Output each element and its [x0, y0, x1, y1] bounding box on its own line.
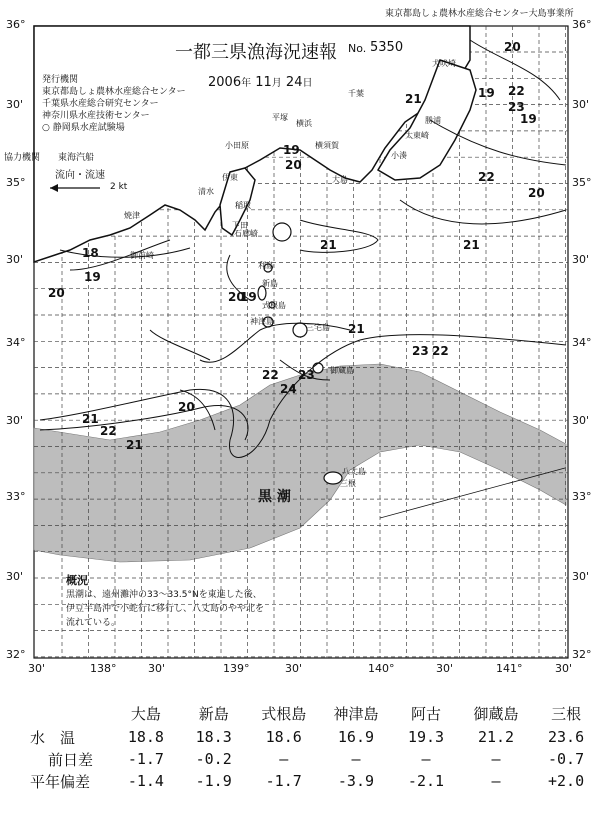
note-heading: 概況 [66, 574, 88, 587]
station-name: 三根 [551, 704, 582, 723]
longitude-label: 30' [28, 662, 46, 675]
longitude-label: 139° [223, 662, 250, 675]
observation-table [0, 700, 600, 792]
isotherm-label: 18 [82, 246, 99, 260]
isotherm-label: 20 [285, 158, 302, 172]
isotherm-label: 21 [405, 92, 422, 106]
cell: 18.3 [195, 728, 232, 746]
cell: — [491, 750, 501, 768]
cell: 16.9 [337, 728, 375, 746]
place-name: 焼津 [124, 211, 140, 220]
isotherm-label: 23 [298, 368, 315, 382]
current-label: 流向・流速 [55, 170, 105, 181]
isotherm-label: 19 [240, 290, 257, 304]
longitude-label: 30' [148, 662, 166, 675]
isotherm-label: 19 [84, 270, 101, 284]
place-name: 横浜 [296, 119, 312, 128]
cell: 19.3 [407, 728, 445, 746]
row-label: 前日差 [48, 750, 94, 769]
place-name: 小田原 [225, 141, 249, 150]
cell: 18.8 [127, 728, 164, 746]
latitude-label: 36° [6, 18, 26, 31]
longitude-label: 140° [368, 662, 395, 675]
row-label: 平年偏差 [30, 772, 91, 791]
isotherm-label: 19 [478, 86, 495, 100]
place-name: 勝浦 [425, 116, 441, 125]
latitude-label: 30' [6, 98, 24, 111]
cell: -0.2 [195, 750, 232, 768]
station-name: 式根島 [261, 704, 307, 723]
latitude-label: 30' [572, 414, 590, 427]
station-name: 御蔵島 [473, 704, 519, 723]
issuers-block [42, 74, 186, 134]
place-name: 千葉 [348, 89, 364, 98]
table-row [0, 770, 600, 792]
isotherm-label: 20 [228, 290, 245, 304]
isotherm-label: 22 [478, 170, 495, 184]
station-name: 大島 [130, 704, 161, 723]
place-name: 平塚 [272, 113, 288, 122]
island-miyakejima [293, 323, 307, 337]
isotherm-label: 21 [126, 438, 143, 452]
note-line: 流れている。 [66, 618, 121, 628]
place-name: 小湊 [391, 151, 407, 160]
cell: -1.7 [127, 750, 164, 768]
place-name: 新島 [262, 279, 278, 288]
place-name: 三根 [340, 479, 356, 488]
isotherm-label: 20 [48, 286, 65, 300]
longitude-label: 30' [285, 662, 303, 675]
issue-no-label: No. [348, 42, 367, 55]
table-row [0, 748, 600, 770]
cell: -1.4 [127, 772, 164, 790]
coop-name: 東海汽船 [58, 153, 95, 163]
note-line: 黒潮は、遠州灘沖の33〜33.5°Nを東進した後、 [66, 590, 262, 600]
issuer-line: 千葉県水産総合研究センター [42, 99, 159, 109]
latitude-label: 30' [572, 253, 590, 266]
cell: -2.1 [407, 772, 445, 790]
isotherm-label: 23 [412, 344, 429, 358]
coop-heading: 協力機関 [4, 153, 41, 163]
latitude-label: 36° [572, 18, 592, 31]
place-name: 三宅島 [306, 323, 330, 332]
issuer-line: 東京都島しょ農林水産総合センター [42, 87, 186, 97]
isotherm-label: 21 [82, 412, 99, 426]
row-label: 水 温 [30, 728, 76, 747]
place-name: 大島 [332, 175, 348, 184]
isotherm-label: 22 [508, 84, 525, 98]
place-name: 八丈島 [342, 467, 366, 476]
island-oshima [273, 223, 291, 241]
isotherm-label: 22 [432, 344, 449, 358]
isotherm-label: 20 [528, 186, 545, 200]
kuroshio-label: 黒 潮 [258, 489, 291, 505]
place-name: 石廊崎 [234, 229, 258, 238]
place-name: 御蔵島 [330, 366, 354, 375]
place-name: 太東崎 [405, 131, 429, 140]
cell: -1.7 [265, 772, 302, 790]
note-line: 伊豆半島沖で小蛇行に移行し、八丈島のやや北を [66, 604, 265, 614]
place-name: 稲取 [235, 201, 251, 210]
place-name: 神津島 [250, 317, 274, 326]
latitude-label: 33° [6, 490, 26, 503]
latitude-label: 30' [6, 414, 24, 427]
cell: — [279, 750, 289, 768]
place-name: 式根島 [262, 301, 286, 310]
latitude-label: 30' [572, 570, 590, 583]
station-name: 阿古 [410, 704, 441, 723]
latitude-label: 33° [572, 490, 592, 503]
isotherm-label: 20 [178, 400, 195, 414]
isotherm-label: 24 [280, 382, 297, 396]
latitude-label: 32° [572, 648, 592, 661]
place-name: 利島 [258, 261, 274, 270]
cell: -3.9 [337, 772, 375, 790]
latitude-label: 32° [6, 648, 26, 661]
isotherm-label: 21 [348, 322, 365, 336]
latitude-label: 34° [6, 336, 26, 349]
table-row [0, 726, 600, 748]
issuer-line: ○ 静岡県水産試験場 [42, 123, 125, 133]
isotherm-label: 22 [100, 424, 117, 438]
issuers-heading: 発行機関 [42, 75, 79, 85]
issue-number: 5350 [370, 40, 404, 55]
place-name: 犬吠埼 [432, 59, 456, 68]
cell: 21.2 [477, 728, 515, 746]
map-title: 一都三県漁海況速報 [175, 42, 337, 63]
isotherm-label: 19 [283, 143, 300, 157]
longitude-label: 138° [90, 662, 117, 675]
cell: — [491, 772, 501, 790]
longitude-label: 30' [436, 662, 454, 675]
cell: +2.0 [548, 772, 585, 790]
place-name: 清水 [198, 187, 214, 196]
cell: — [421, 750, 431, 768]
cell: -1.9 [195, 772, 232, 790]
isotherm-label: 22 [262, 368, 279, 382]
isotherm-label: 23 [508, 100, 525, 114]
latitude-label: 30' [6, 253, 24, 266]
issue-date: 2006年 11月 24日 [208, 75, 313, 90]
place-name: 伊東 [222, 173, 238, 182]
latitude-label: 30' [572, 98, 590, 111]
isotherm-label: 20 [504, 40, 521, 54]
agency-label: 東京都島しょ農林水産総合センター大島事業所 [385, 9, 574, 19]
isotherm-label: 19 [520, 112, 537, 126]
latitude-label: 30' [6, 570, 24, 583]
issuer-line: 神奈川県水産技術センター [42, 111, 150, 121]
cell: -0.7 [548, 750, 585, 768]
cell: 18.6 [265, 728, 302, 746]
place-name: 横須賀 [315, 141, 339, 150]
cell: — [351, 750, 361, 768]
place-name: 下田 [232, 221, 248, 230]
cell: 23.6 [548, 728, 585, 746]
latitude-label: 35° [572, 176, 592, 189]
table-header-row [0, 700, 600, 726]
longitude-label: 141° [496, 662, 523, 675]
latitude-label: 35° [6, 176, 26, 189]
current-scale-label: 2 kt [110, 182, 128, 192]
latitude-label: 34° [572, 336, 592, 349]
isotherm-label: 21 [320, 238, 337, 252]
place-name: 御前崎 [130, 251, 154, 260]
isotherm-label: 21 [463, 238, 480, 252]
station-name: 新島 [198, 704, 229, 723]
station-name: 神津島 [333, 704, 379, 723]
longitude-label: 30' [555, 662, 573, 675]
condition-note [66, 574, 264, 630]
